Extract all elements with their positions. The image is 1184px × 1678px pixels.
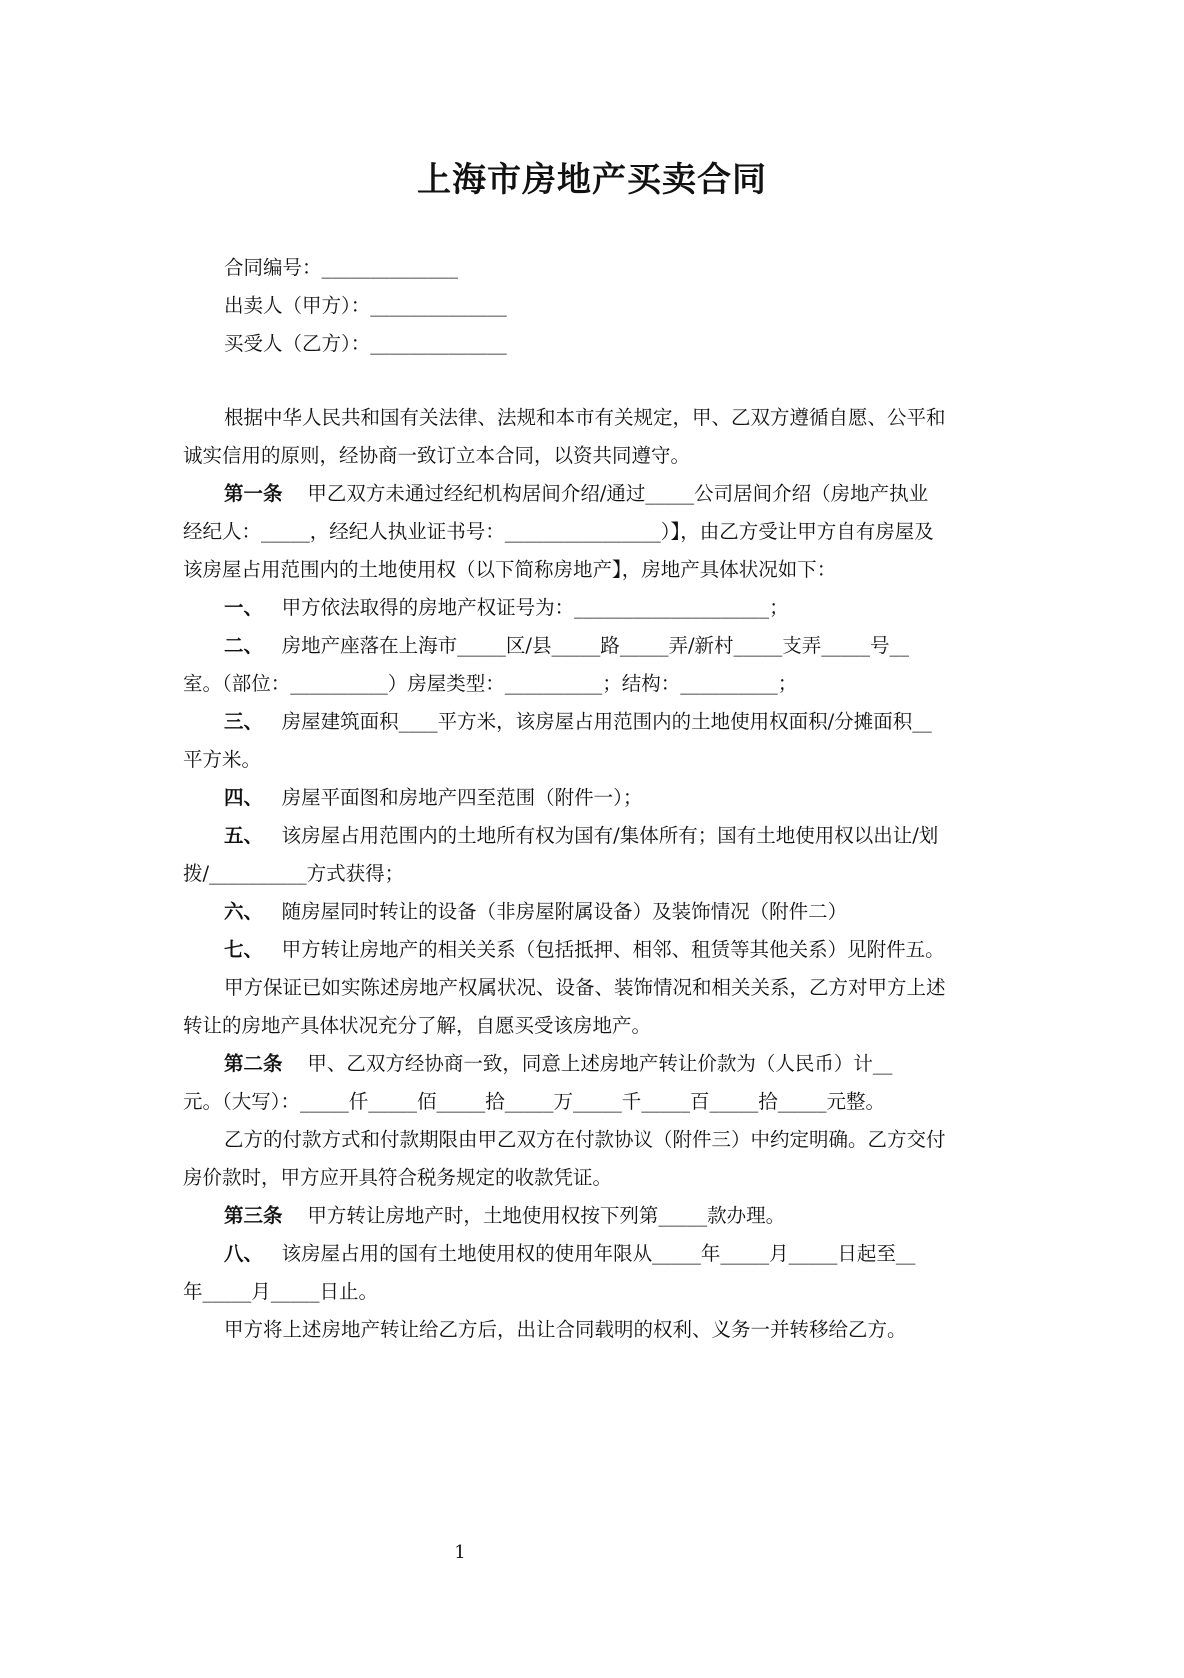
article3-line: [224, 1196, 1011, 1236]
article1-line: 经纪人：_____，经纪人执业证书号：________________）】，由乙方受让甲方自有房屋及: [183, 520, 934, 543]
document-title: 上海市房地产买卖合同: [417, 160, 767, 200]
item-6-label: 六、: [224, 900, 264, 923]
item-3-label: 三、: [224, 710, 264, 733]
item-1: [224, 588, 1011, 628]
item-8: [224, 1234, 1011, 1274]
item-8-label: 八、: [224, 1242, 264, 1265]
item-4-text: 房屋平面图和房地产四至范围（附件一）；: [281, 786, 643, 809]
payment-line: 房价款时，甲方应开具符合税务规定的收款凭证。: [183, 1166, 613, 1189]
article1-label: 第一条: [224, 482, 283, 505]
item-4-label: 四、: [224, 786, 264, 809]
seller-field: 出卖人（甲方）：______________: [224, 294, 507, 317]
item-5: [224, 816, 1011, 856]
item-3-continuation: 平方米。: [183, 748, 262, 771]
item-6-text: 随房屋同时转让的设备（非房屋附属设备）及装饰情况（附件二）: [281, 900, 848, 923]
item-5-continuation: 拨/__________方式获得；: [183, 862, 405, 885]
item-3-text: 房屋建筑面积____平方米，该房屋占用范围内的土地使用权面积/分摊面积__: [281, 710, 932, 733]
article3-text: 甲方转让房地产时，土地使用权按下列第_____款办理。: [307, 1204, 786, 1227]
item-8-continuation: 年_____月_____日止。: [183, 1280, 379, 1303]
closing-line: 甲方将上述房地产转让给乙方后，出让合同载明的权利、义务一并转移给乙方。: [224, 1318, 907, 1341]
contract-number-field: 合同编号：______________: [224, 256, 459, 279]
item-5-label: 五、: [224, 824, 264, 847]
article2-line: [224, 1044, 1011, 1084]
item-7: [224, 930, 1011, 970]
page-number: 1: [454, 1542, 466, 1563]
item-8-text: 该房屋占用的国有土地使用权的使用年限从_____年_____月_____日起至__: [281, 1242, 916, 1265]
article2-label: 第二条: [224, 1052, 283, 1075]
article2-text: 甲、乙双方经协商一致，同意上述房地产转让价款为（人民币）计__: [307, 1052, 893, 1075]
article1-line: [224, 474, 1011, 514]
item-7-text: 甲方转让房地产的相关关系（包括抵押、相邻、租赁等其他关系）见附件五。: [281, 938, 945, 961]
item-3: [224, 702, 1011, 742]
guarantee-line: 转让的房地产具体状况充分了解，自愿买受该房地产。: [183, 1014, 652, 1037]
intro-line: 诚实信用的原则，经协商一致订立本合同，以资共同遵守。: [183, 444, 691, 467]
payment-line: 乙方的付款方式和付款期限由甲乙双方在付款协议（附件三）中约定明确。乙方交付: [224, 1128, 946, 1151]
item-7-label: 七、: [224, 938, 264, 961]
item-4: [224, 778, 1011, 818]
guarantee-line: 甲方保证已如实陈述房地产权属状况、设备、装饰情况和相关关系，乙方对甲方上述: [224, 976, 946, 999]
item-2-label: 二、: [224, 634, 264, 657]
buyer-field: 买受人（乙方）：______________: [224, 332, 507, 355]
article3-label: 第三条: [224, 1204, 283, 1227]
item-1-text: 甲方依法取得的房地产权证号为：____________________；: [281, 596, 789, 619]
item-2: [224, 626, 1011, 666]
article2-line: 元。（大写）：_____仟_____佰_____拾_____万_____千_____百_____拾_____元整。: [183, 1090, 886, 1113]
item-2-continuation: 室。（部位：__________）房屋类型：__________；结构：__________；: [183, 672, 798, 695]
item-2-text: 房地产座落在上海市_____区/县_____路_____弄/新村_____支弄_____号__: [281, 634, 910, 657]
item-5-text: 该房屋占用范围内的土地所有权为国有/集体所有；国有土地使用权以出让/划: [281, 824, 939, 847]
item-1-label: 一、: [224, 596, 264, 619]
article1-line: 该房屋占用范围内的土地使用权（以下简称房地产】，房地产具体状况如下：: [183, 558, 837, 581]
item-6: [224, 892, 1011, 932]
intro-line: 根据中华人民共和国有关法律、法规和本市有关规定，甲、乙双方遵循自愿、公平和: [224, 406, 946, 429]
article1-text: 甲乙双方未通过经纪机构居间介绍/通过_____公司居间介绍（房地产执业: [307, 482, 929, 505]
